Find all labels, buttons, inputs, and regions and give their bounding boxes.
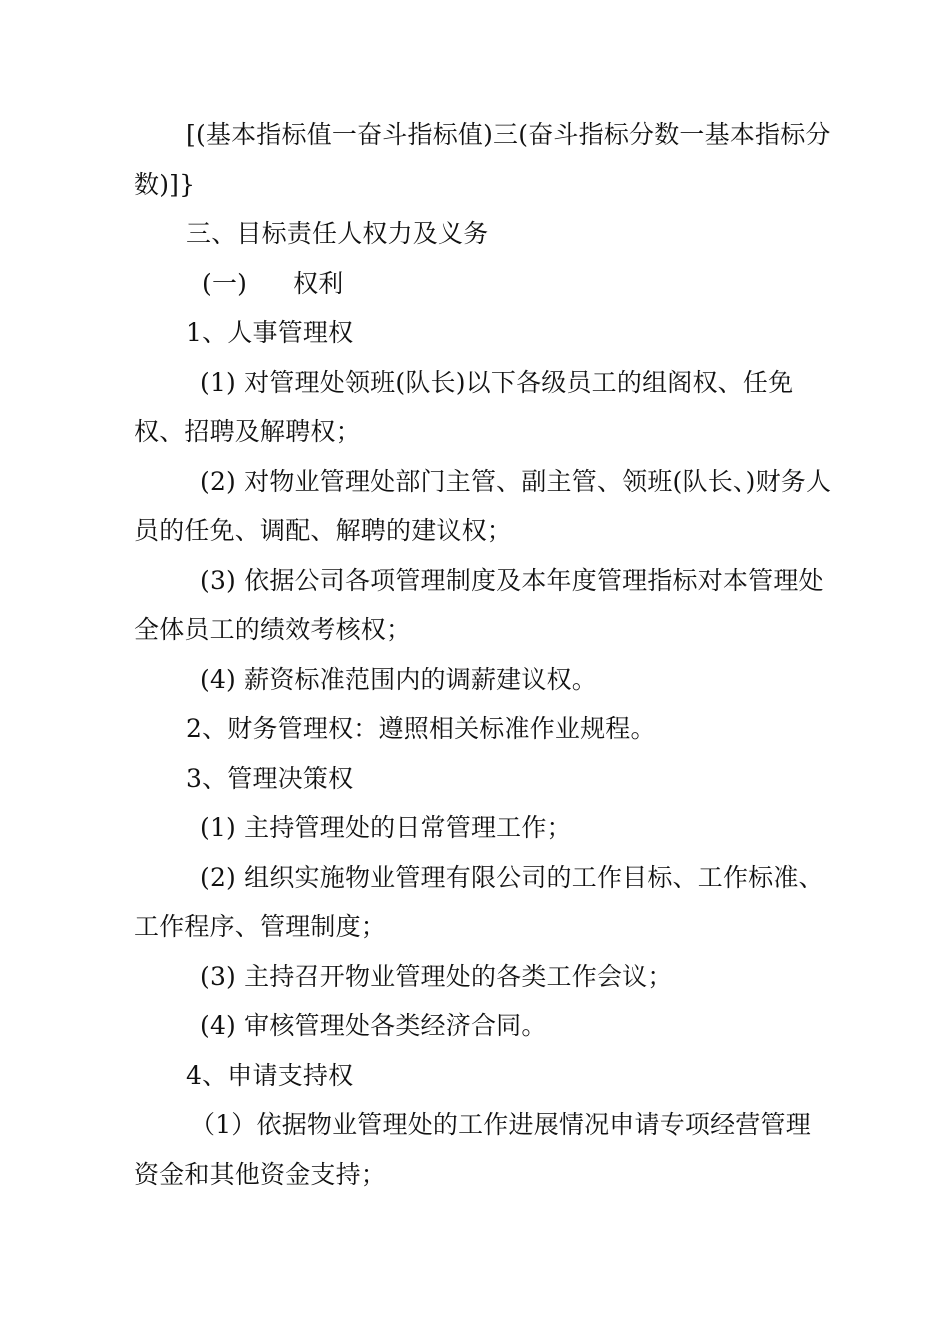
formula-paragraph: [(基本指标值一奋斗指标值)三(奋斗指标分数一基本指标分数)]} [134,120,831,199]
list-item: (4) 薪资标准范围内的调薪建议权。 [200,664,597,694]
item-heading: 4、申请支持权 [186,1060,354,1090]
list-item: (3) 主持召开物业管理处的各类工作会议； [200,961,673,991]
section-heading: 三、目标责任人权力及义务 [186,219,489,248]
item-heading: 2、财务管理权：遵照相关标准作业规程。 [186,714,656,743]
list-item: (2) 对物业管理处部门主管、副主管、领班(队长、)财务人员的任免、调配、解聘的建议权； [134,466,832,545]
list-item: (1) 对管理处领班(队长)以下各级员工的组阁权、任免权、招聘及解聘权； [134,367,794,446]
document-body [134,110,834,1199]
subsection-number: (一) [202,268,248,298]
item-heading: 1、人事管理权 [186,318,354,347]
list-item: （1）依据物业管理处的工作进展情况申请专项经营管理资金和其他资金支持； [134,1110,811,1189]
list-item: (4) 审核管理处各类经济合同。 [200,1011,547,1040]
list-item: (3) 依据公司各项管理制度及本年度管理指标对本管理处全体员工的绩效考核权； [134,565,824,644]
list-item: (1) 主持管理处的日常管理工作； [200,813,572,842]
subsection-title: 权利 [293,268,344,298]
list-item: (2) 组织实施物业管理有限公司的工作目标、工作标准、工作程序、管理制度； [134,862,824,941]
subsection-heading [134,259,834,309]
item-heading: 3、管理决策权 [186,763,354,793]
